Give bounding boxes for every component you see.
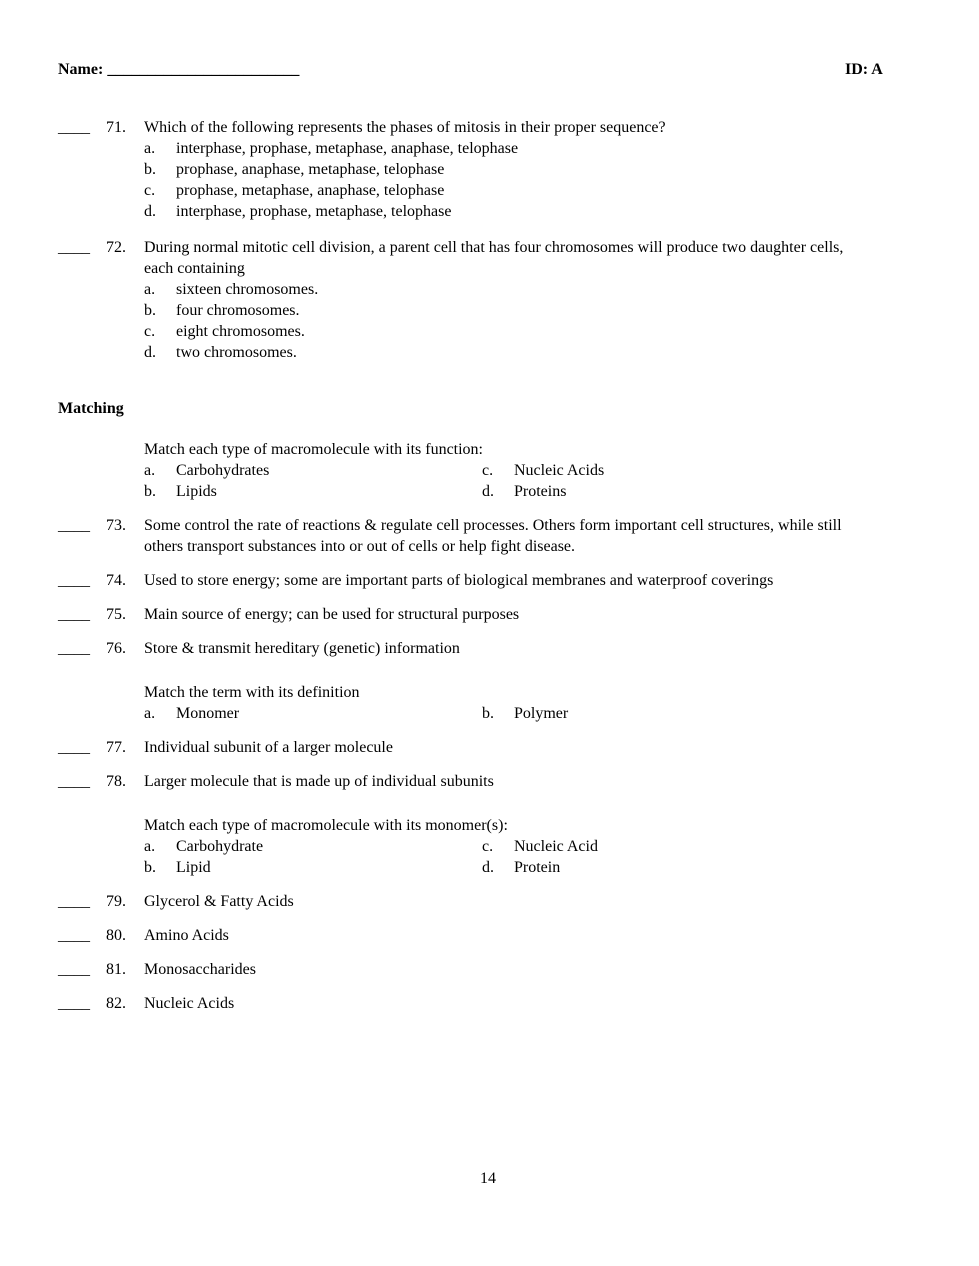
option-text: Monomer [176, 705, 240, 722]
option-text: eight chromosomes. [176, 323, 305, 340]
option-text: Nucleic Acid [514, 838, 598, 855]
question-number: 73. [106, 517, 126, 534]
option-letter: a. [144, 281, 156, 298]
option-letter: b. [144, 859, 156, 876]
option-text: two chromosomes. [176, 344, 297, 361]
question-number: 80. [106, 927, 126, 944]
question-text: Glycerol & Fatty Acids [144, 893, 294, 910]
option-letter: c. [482, 462, 494, 479]
option-text: Polymer [514, 705, 569, 722]
question-number: 81. [106, 961, 126, 978]
question-text: During normal mitotic cell division, a parent cell that has four chromosomes will produce two daughter cells, [144, 239, 844, 256]
option-letter: a. [144, 462, 156, 479]
question-number: 82. [106, 995, 126, 1012]
option-letter: a. [144, 705, 156, 722]
option-letter: b. [482, 705, 494, 722]
answer-blank[interactable]: ____ [58, 739, 90, 756]
answer-blank[interactable]: ____ [58, 961, 90, 978]
option-letter: c. [144, 182, 156, 199]
option-text: Protein [514, 859, 561, 876]
answer-blank[interactable]: ____ [58, 239, 90, 256]
option-text: interphase, prophase, metaphase, telophase [176, 203, 452, 220]
answer-blank[interactable]: ____ [58, 119, 90, 136]
question-text: Used to store energy; some are important parts of biological membranes and waterproof coverings [144, 572, 774, 589]
option-letter: c. [482, 838, 494, 855]
answer-blank[interactable]: ____ [58, 606, 90, 623]
question-text: Amino Acids [144, 927, 229, 944]
option-letter: b. [144, 302, 156, 319]
page-number: 14 [480, 1170, 496, 1187]
question-text: Some control the rate of reactions & regulate cell processes. Others form important cell structures, while still [144, 517, 842, 534]
option-letter: c. [144, 323, 156, 340]
answer-blank[interactable]: ____ [58, 927, 90, 944]
answer-blank[interactable]: ____ [58, 995, 90, 1012]
name-field[interactable] [58, 59, 299, 80]
question-text: Larger molecule that is made up of individual subunits [144, 773, 494, 790]
option-text: Nucleic Acids [514, 462, 605, 479]
option-text: Lipid [176, 859, 211, 876]
matching-instruction: Match each type of macromolecule with its monomer(s): [144, 817, 508, 834]
question-text: each containing [144, 260, 245, 277]
option-text: prophase, anaphase, metaphase, telophase [176, 161, 445, 178]
option-letter: d. [482, 483, 494, 500]
answer-blank[interactable]: ____ [58, 572, 90, 589]
option-text: prophase, metaphase, anaphase, telophase [176, 182, 445, 199]
answer-blank[interactable]: ____ [58, 640, 90, 657]
answer-blank[interactable]: ____ [58, 893, 90, 910]
option-text: interphase, prophase, metaphase, anaphase, telophase [176, 140, 519, 157]
question-text: others transport substances into or out of cells or help fight disease. [144, 538, 576, 555]
option-text: sixteen chromosomes. [176, 281, 319, 298]
option-text: four chromosomes. [176, 302, 300, 319]
question-number: 75. [106, 606, 126, 623]
id-label: ID: A [845, 61, 883, 78]
question-text: Monosaccharides [144, 961, 256, 978]
question-number: 74. [106, 572, 126, 589]
option-letter: b. [144, 483, 156, 500]
name-label: Name: [58, 61, 104, 78]
option-letter: d. [144, 203, 156, 220]
question-number: 79. [106, 893, 126, 910]
question-number: 77. [106, 739, 126, 756]
question-text: Store & transmit hereditary (genetic) information [144, 640, 460, 657]
question-text: Nucleic Acids [144, 995, 235, 1012]
option-text: Proteins [514, 483, 567, 500]
option-letter: a. [144, 838, 156, 855]
name-line[interactable]: ________________________ [107, 61, 300, 78]
answer-blank[interactable]: ____ [58, 773, 90, 790]
matching-instruction: Match the term with its definition [144, 684, 360, 701]
question-number: 71. [106, 119, 126, 136]
question-text: Main source of energy; can be used for structural purposes [144, 606, 520, 623]
question-number: 78. [106, 773, 126, 790]
question-text: Which of the following represents the phases of mitosis in their proper sequence? [144, 119, 666, 136]
option-text: Carbohydrate [176, 838, 264, 855]
option-text: Carbohydrates [176, 462, 270, 479]
question-text: Individual subunit of a larger molecule [144, 739, 393, 756]
option-letter: d. [144, 344, 156, 361]
option-letter: d. [482, 859, 494, 876]
answer-blank[interactable]: ____ [58, 517, 90, 534]
question-number: 76. [106, 640, 126, 657]
question-number: 72. [106, 239, 126, 256]
option-letter: b. [144, 161, 156, 178]
option-letter: a. [144, 140, 156, 157]
matching-instruction: Match each type of macromolecule with its function: [144, 441, 483, 458]
option-text: Lipids [176, 483, 217, 500]
section-heading: Matching [58, 400, 124, 417]
